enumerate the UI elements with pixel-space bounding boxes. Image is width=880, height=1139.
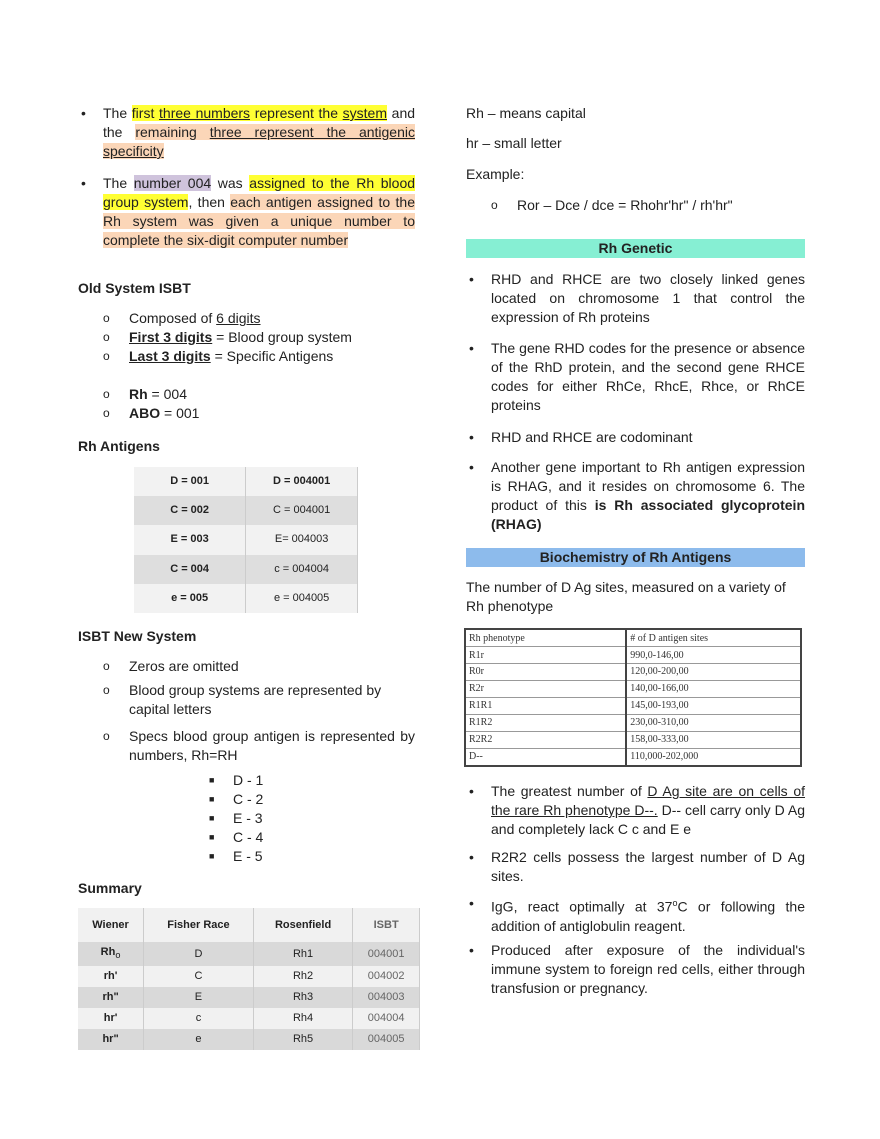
- text: Rh3: [253, 987, 352, 1008]
- text: 004003: [353, 987, 420, 1008]
- text: [465, 629, 801, 766]
- table-row: [134, 525, 358, 554]
- text: 004002: [353, 966, 420, 987]
- text: E= 004003: [246, 525, 358, 554]
- text: Rh phenotype: [465, 629, 626, 647]
- text: Last 3 digits: [129, 348, 211, 364]
- text: is Rh associated glycoprotein (RHAG): [491, 497, 805, 532]
- highlight: three numbers: [159, 105, 251, 121]
- text: [78, 942, 144, 966]
- highlight: remaining: [135, 124, 210, 140]
- text: E - 3: [233, 810, 263, 826]
- list-marker-icon: o: [103, 311, 110, 325]
- text: rh': [103, 970, 118, 983]
- text: D--: [465, 748, 626, 766]
- text: [134, 496, 246, 525]
- text: C - 2: [233, 791, 264, 807]
- text: Wiener: [78, 908, 144, 942]
- text: hr': [103, 1012, 118, 1025]
- table-row: [465, 714, 801, 731]
- bullet-number-004: [81, 174, 416, 250]
- bullet-icon: •: [469, 783, 474, 799]
- text: 110,000-202,000: [626, 748, 801, 766]
- square-bullet-icon: ■: [209, 775, 215, 785]
- table-row: [465, 664, 801, 681]
- text: Rosenfield: [253, 908, 352, 942]
- list-marker-icon: o: [491, 198, 498, 212]
- sub-item: [209, 809, 263, 828]
- sub-item: [209, 771, 264, 790]
- bullet-isbt-digits: [81, 104, 416, 161]
- text: ABO: [129, 405, 161, 421]
- text: o: [672, 898, 678, 908]
- table-row: [465, 680, 801, 697]
- table-row: [465, 647, 801, 664]
- text: E: [144, 987, 254, 1008]
- genetic-item: [469, 339, 805, 415]
- text: [246, 467, 358, 496]
- bullet-icon: •: [469, 895, 474, 911]
- new-item: [103, 681, 415, 719]
- text: R1r: [465, 647, 626, 664]
- text: C = 004001: [246, 496, 358, 525]
- text: IgG, react optimally at 37: [491, 898, 673, 915]
- list-marker-icon: o: [103, 683, 110, 697]
- text: R1R2: [465, 714, 626, 731]
- text: = 004: [147, 386, 187, 402]
- text: 004005: [353, 1029, 420, 1050]
- text: e = 004005: [246, 584, 358, 613]
- text: [78, 1008, 144, 1029]
- biochem-item: [469, 782, 805, 839]
- text: c = 004004: [246, 555, 358, 584]
- list-marker-icon: o: [103, 387, 110, 401]
- bullet-icon: •: [469, 849, 474, 865]
- text: The: [103, 105, 132, 121]
- text: 140,00-166,00: [626, 680, 801, 697]
- text: Rh1: [253, 942, 352, 966]
- text: was: [211, 175, 250, 191]
- list-marker-icon: o: [103, 659, 110, 673]
- text: Rh4: [253, 1008, 352, 1029]
- text: [78, 908, 420, 1050]
- heading-rh-genetic: Rh Genetic: [466, 239, 805, 258]
- text: Rh: [100, 946, 116, 958]
- text: R2R2: [465, 731, 626, 748]
- text: 120,00-200,00: [626, 664, 801, 681]
- heading-old-system: Old System ISBT: [78, 280, 191, 296]
- text: R1R1: [465, 697, 626, 714]
- text: D - 1: [233, 772, 264, 788]
- text: Blood group systems are represented by capital letters: [129, 682, 382, 717]
- text: D = 004001: [273, 475, 331, 488]
- text: The gene RHD codes for the presence or absence of the RhD protein, and the second gene RHCE codes for either RhCe, RhcE, Rhce, or RhCE proteins: [491, 340, 805, 413]
- text: 990,0-146,00: [626, 647, 801, 664]
- table-row: [134, 467, 358, 496]
- text: E - 5: [233, 848, 263, 864]
- text: 230,00-310,00: [626, 714, 801, 731]
- table-row: [78, 1008, 420, 1029]
- list-marker-icon: o: [103, 349, 110, 363]
- text: [134, 584, 246, 613]
- text: C - 4: [233, 829, 264, 845]
- bullet-icon: •: [469, 271, 474, 287]
- table-row: [134, 584, 358, 613]
- text: 004001: [353, 942, 420, 966]
- square-bullet-icon: ■: [209, 832, 215, 842]
- highlight: system: [342, 105, 387, 121]
- table-row: [134, 496, 358, 525]
- text: [134, 467, 358, 613]
- text: o: [115, 950, 121, 961]
- text: # of D antigen sites: [626, 629, 801, 647]
- text: Rh2: [253, 966, 352, 987]
- heading-summary: Summary: [78, 880, 142, 896]
- biochem-item: [469, 894, 805, 936]
- sub-item: [209, 828, 264, 847]
- text: c: [144, 1008, 254, 1029]
- bullet-icon: •: [469, 429, 474, 445]
- table-row: [78, 1029, 420, 1050]
- genetic-item: [469, 428, 805, 447]
- text: [134, 555, 246, 584]
- text: [134, 467, 246, 496]
- text: Specs blood group antigen is represented by numbers, Rh=RH: [129, 728, 415, 763]
- table-row: [134, 555, 358, 584]
- phenotype-table: [464, 628, 802, 767]
- text: D Ag site are on cells of the rare Rh phenotype D--.: [491, 783, 805, 818]
- text: e = 005: [171, 591, 209, 604]
- text: The greatest number of: [491, 783, 648, 799]
- list-marker-icon: o: [103, 729, 110, 743]
- text: C = 004: [170, 562, 210, 575]
- old-item: [103, 347, 334, 366]
- highlight: represent the: [250, 105, 343, 121]
- text: Rh: [129, 386, 148, 402]
- text: Ror – Dce / dce = Rhohr'hr" / rh'hr": [517, 197, 733, 213]
- highlight: each antigen assigned to the Rh system was given a unique number to complete the six-digit computer number: [103, 194, 415, 248]
- text: D-- cell carry only D Ag and completely lack C c and E e: [491, 802, 805, 837]
- heading-rh-antigens: Rh Antigens: [78, 438, 160, 454]
- text: Another gene important to Rh antigen expression is RHAG, and it resides on chromosome 6. The product of this: [491, 459, 805, 513]
- highlight: number 004: [133, 175, 212, 191]
- text: rh": [102, 991, 119, 1004]
- list-marker-icon: o: [103, 406, 110, 420]
- bullet-icon: •: [469, 459, 474, 475]
- text: R0r: [465, 664, 626, 681]
- text: D: [144, 942, 254, 966]
- text: C or following the addition of antiglobulin reagent.: [491, 898, 805, 934]
- heading-biochemistry: Biochemistry of Rh Antigens: [466, 548, 805, 567]
- table-header-row: [465, 629, 801, 647]
- bullet-icon: •: [469, 942, 474, 958]
- text: 158,00-333,00: [626, 731, 801, 748]
- text: = Specific Antigens: [210, 348, 334, 364]
- text: , then: [188, 194, 231, 210]
- old-item: [103, 328, 352, 347]
- text: C: [144, 966, 254, 987]
- rh-antigen-table: [134, 467, 358, 613]
- text: C = 002: [170, 504, 210, 517]
- text-line: hr – small letter: [466, 135, 562, 151]
- text: [78, 1029, 144, 1050]
- square-bullet-icon: ■: [209, 851, 215, 861]
- text: Fisher Race: [144, 908, 254, 942]
- biochem-intro: The number of D Ag sites, measured on a variety of Rh phenotype: [466, 579, 786, 614]
- genetic-item: [469, 458, 805, 534]
- bullet-icon: •: [81, 105, 86, 121]
- text: Produced after exposure of the individual's immune system to foreign red cells, either through transfusion or pregnancy.: [491, 942, 805, 996]
- sub-item: [209, 847, 263, 866]
- genetic-item: [469, 270, 805, 327]
- list-marker-icon: o: [103, 330, 110, 344]
- new-item: [103, 727, 415, 765]
- text: and the: [103, 105, 416, 140]
- code-item: [103, 404, 200, 423]
- table-row: [465, 731, 801, 748]
- text-line: Rh – means capital: [466, 105, 586, 121]
- text: Composed of: [129, 310, 217, 326]
- text: 6 digits: [216, 310, 261, 326]
- text: RHD and RHCE are codominant: [491, 429, 693, 445]
- text: [134, 525, 246, 554]
- text: First 3 digits: [129, 329, 213, 345]
- text: Rh5: [253, 1029, 352, 1050]
- text-line: Example:: [466, 166, 525, 182]
- bullet-icon: •: [469, 340, 474, 356]
- table-header-row: [78, 908, 420, 942]
- text: R2r: [465, 680, 626, 697]
- summary-table: [78, 908, 420, 1050]
- text: D = 001: [170, 475, 210, 488]
- old-item: [103, 309, 261, 328]
- new-item: [103, 657, 415, 676]
- code-item: [103, 385, 187, 404]
- square-bullet-icon: ■: [209, 794, 215, 804]
- text: hr": [102, 1033, 119, 1046]
- square-bullet-icon: ■: [209, 813, 215, 823]
- text: The: [103, 175, 134, 191]
- table-row: [78, 942, 420, 966]
- text: [78, 966, 144, 987]
- text: 004004: [353, 1008, 420, 1029]
- biochem-item: [469, 941, 805, 998]
- text: = 001: [160, 405, 200, 421]
- biochem-item: [469, 848, 805, 886]
- text: R2R2 cells possess the largest number of D Ag sites.: [491, 849, 805, 884]
- heading-isbt-new: ISBT New System: [78, 628, 197, 644]
- text: e: [144, 1029, 254, 1050]
- text: E = 003: [170, 533, 209, 546]
- sub-item: [209, 790, 264, 809]
- bullet-icon: •: [81, 175, 86, 191]
- text: ISBT: [353, 908, 420, 942]
- highlight: first: [131, 105, 160, 121]
- highlight: assigned to the Rh blood group system: [103, 175, 416, 210]
- table-row: [78, 987, 420, 1008]
- highlight: three represent the antigenic specificity: [103, 124, 415, 159]
- text: = Blood group system: [212, 329, 352, 345]
- text: 145,00-193,00: [626, 697, 801, 714]
- table-row: [465, 697, 801, 714]
- text: [78, 987, 144, 1008]
- example-item: [491, 196, 733, 215]
- table-row: [465, 748, 801, 766]
- text: RHD and RHCE are two closely linked genes located on chromosome 1 that control the expression of Rh proteins: [491, 271, 805, 325]
- table-row: [78, 966, 420, 987]
- text: Zeros are omitted: [129, 658, 239, 674]
